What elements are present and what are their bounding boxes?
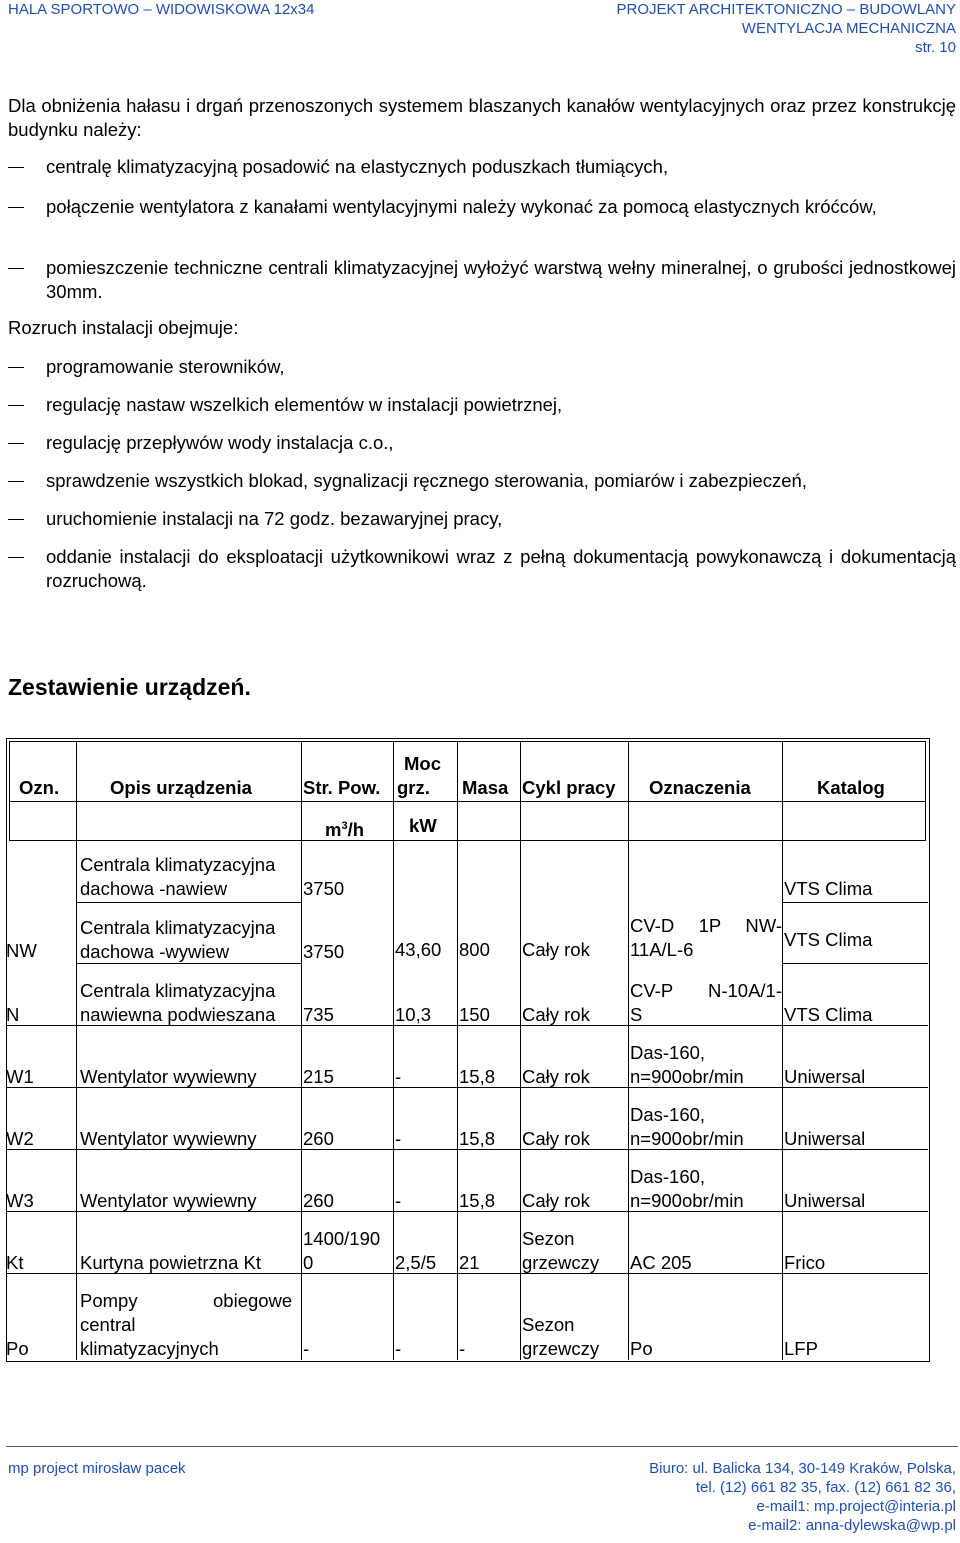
col-header-opis: Opis urządzenia xyxy=(110,777,252,798)
startup-item-3: regulację przepływów wody instalacja c.o., xyxy=(46,432,394,453)
header-line-2: WENTYLACJA MECHANICZNA xyxy=(741,20,956,37)
r8-opis-1b: obiegowe xyxy=(213,1290,293,1311)
r6-cykl: Cały rok xyxy=(522,1190,590,1211)
r2-cykl: Cały rok xyxy=(522,939,590,960)
footer-email-1[interactable]: e-mail1: mp.project@interia.pl xyxy=(756,1498,956,1515)
r2-opis-1: Centrala klimatyzacyjna xyxy=(80,917,276,938)
footer-address: Biuro: ul. Balicka 134, 30-149 Kraków, Polska, xyxy=(649,1460,956,1477)
r5-oznaczenia-1: Das-160, xyxy=(630,1104,706,1125)
col-divider xyxy=(782,741,783,1360)
r5-str: 260 xyxy=(303,1128,334,1149)
col-divider xyxy=(393,741,394,1360)
r6-opis: Wentylator wywiewny xyxy=(80,1190,257,1211)
header-project-title: HALA SPORTOWO – WIDOWISKOWA 12x34 xyxy=(8,1,315,18)
footer-company: mp project mirosław pacek xyxy=(8,1460,186,1477)
col-header-str: Str. Pow. xyxy=(303,777,381,798)
r7-str-1: 1400/190 xyxy=(303,1228,381,1249)
r6-ozn: W3 xyxy=(6,1190,34,1211)
r8-cykl-1: Sezon xyxy=(522,1314,575,1335)
col-divider xyxy=(520,741,521,1360)
col-divider xyxy=(76,741,77,1360)
r2-masa: 800 xyxy=(459,939,490,960)
r4-oznaczenia-1: Das-160, xyxy=(630,1042,706,1063)
r5-oznaczenia-2: n=900obr/min xyxy=(630,1128,744,1149)
r6-oznaczenia-2: n=900obr/min xyxy=(630,1190,744,1211)
r7-katalog: Frico xyxy=(784,1252,826,1273)
r3-moc: 10,3 xyxy=(395,1004,432,1025)
r3-oznaczenia-1: CV-P N-10A/1- xyxy=(630,980,782,1001)
r8-masa: - xyxy=(459,1338,466,1359)
r5-katalog: Uniwersal xyxy=(784,1128,866,1149)
col-header-masa: Masa xyxy=(462,777,509,798)
r8-opis-1a: Pompy xyxy=(80,1290,138,1311)
r6-masa: 15,8 xyxy=(459,1190,496,1211)
r7-masa: 21 xyxy=(459,1252,480,1273)
r6-str: 260 xyxy=(303,1190,334,1211)
r7-str-2: 0 xyxy=(303,1252,314,1273)
footer-email-2[interactable]: e-mail2: anna-dylewska@wp.pl xyxy=(748,1517,956,1534)
r8-ozn: Po xyxy=(6,1338,29,1359)
bullet-dash xyxy=(8,557,24,558)
col-divider xyxy=(301,741,302,1360)
r5-masa: 15,8 xyxy=(459,1128,496,1149)
r3-str: 735 xyxy=(303,1004,334,1025)
r8-opis-3: klimatyzacyjnych xyxy=(80,1338,219,1359)
r6-moc: - xyxy=(395,1190,402,1211)
r1-opis-1: Centrala klimatyzacyjna xyxy=(80,854,276,875)
section-title: Zestawienie urządzeń. xyxy=(8,674,251,700)
footer-contact xyxy=(649,1459,956,1535)
r2-str: 3750 xyxy=(303,941,345,962)
r3-katalog: VTS Clima xyxy=(784,1004,873,1025)
r6-katalog: Uniwersal xyxy=(784,1190,866,1211)
footer-phone: tel. (12) 661 82 35, fax. (12) 661 82 36, xyxy=(695,1479,956,1496)
col-header-cykl: Cykl pracy xyxy=(522,777,616,798)
bullet-dash xyxy=(8,405,24,406)
bullet-dash xyxy=(8,443,24,444)
col-header-moc: Moc xyxy=(404,753,441,774)
r7-oznaczenia: AC 205 xyxy=(630,1252,692,1273)
r5-opis: Wentylator wywiewny xyxy=(80,1128,257,1149)
r5-cykl: Cały rok xyxy=(522,1128,590,1149)
col-header-katalog: Katalog xyxy=(817,777,885,798)
r4-oznaczenia-2: n=900obr/min xyxy=(630,1066,744,1087)
r1-opis-2: dachowa -nawiew xyxy=(80,878,228,899)
row-divider xyxy=(782,902,928,903)
r4-moc: - xyxy=(395,1066,402,1087)
col-header-ozn: Ozn. xyxy=(19,777,60,798)
r2-katalog: VTS Clima xyxy=(784,929,873,950)
col-header-moc-2: grz. xyxy=(397,777,430,798)
startup-intro: Rozruch instalacji obejmuje: xyxy=(8,317,239,338)
r3-cykl: Cały rok xyxy=(522,1004,590,1025)
col-header-oznaczenia: Oznaczenia xyxy=(649,777,751,798)
row-divider xyxy=(782,963,928,964)
r1-str: 3750 xyxy=(303,878,345,899)
r4-masa: 15,8 xyxy=(459,1066,496,1087)
r8-moc: - xyxy=(395,1338,402,1359)
footer-divider xyxy=(6,1446,958,1447)
page-number: str. 10 xyxy=(915,39,956,56)
r7-ozn: Kt xyxy=(6,1252,24,1273)
units-row-box xyxy=(9,801,926,841)
r8-katalog: LFP xyxy=(784,1338,818,1359)
startup-item-1: programowanie sterowników, xyxy=(46,356,285,377)
r4-katalog: Uniwersal xyxy=(784,1066,866,1087)
r2-opis-2: dachowa -wywiew xyxy=(80,941,230,962)
r8-oznaczenia: Po xyxy=(630,1338,653,1359)
r6-oznaczenia-1: Das-160, xyxy=(630,1166,706,1187)
r7-moc: 2,5/5 xyxy=(395,1252,437,1273)
r8-opis-2: central xyxy=(80,1314,136,1335)
r2-moc: 43,60 xyxy=(395,939,442,960)
bullet-dash xyxy=(8,207,24,208)
r2-oznaczenia-2: 11A/L-6 xyxy=(630,939,694,960)
r7-cykl-2: grzewczy xyxy=(522,1252,600,1273)
r3-opis-1: Centrala klimatyzacyjna xyxy=(80,980,276,1001)
unit-str: $m^3/h$ xyxy=(325,819,365,841)
r4-opis: Wentylator wywiewny xyxy=(80,1066,257,1087)
r2-oznaczenia-1: CV-D 1P NW- xyxy=(630,915,782,936)
equipment-table xyxy=(6,738,930,1362)
r4-str: 215 xyxy=(303,1066,334,1087)
r3-opis-2: nawiewna podwieszana xyxy=(80,1004,276,1025)
noise-item-3: pomieszczenie techniczne centrali klimatyzacyjnej wyłożyć warstwą wełny mineralnej, o grubości jednostkowej 30mm. xyxy=(46,257,956,302)
header-line-1: PROJEKT ARCHITEKTONICZNO – BUDOWLANY xyxy=(616,1,956,18)
r4-cykl: Cały rok xyxy=(522,1066,590,1087)
r5-ozn: W2 xyxy=(6,1128,34,1149)
r1-katalog: VTS Clima xyxy=(784,878,873,899)
startup-item-4: sprawdzenie wszystkich blokad, sygnalizacji ręcznego sterowania, pomiarów i zabezpieczeń, xyxy=(46,470,807,491)
unit-moc: kW xyxy=(409,815,437,836)
r3-oznaczenia-2: S xyxy=(630,1004,643,1025)
intro-paragraph: Dla obniżenia hałasu i drgań przenoszonych systemem blaszanych kanałów wentylacyjnych oraz przez konstrukcję budynku należy: xyxy=(8,95,956,140)
noise-item-2: połączenie wentylatora z kanałami wentylacyjnymi należy wykonać za pomocą elastycznych króćców, xyxy=(46,196,877,217)
bullet-dash xyxy=(8,167,24,168)
r3-masa: 150 xyxy=(459,1004,490,1025)
r7-cykl-1: Sezon xyxy=(522,1228,575,1249)
r8-str: - xyxy=(303,1338,310,1359)
startup-item-6: oddanie instalacji do eksploatacji użytkownikowi wraz z pełną dokumentacją powykonawczą i dokumentacją rozruchową. xyxy=(46,546,956,591)
bullet-dash xyxy=(8,367,24,368)
bullet-dash xyxy=(8,519,24,520)
r5-moc: - xyxy=(395,1128,402,1149)
r2-ozn: NW xyxy=(6,940,37,961)
bullet-dash xyxy=(8,268,24,269)
col-divider xyxy=(628,741,629,1360)
col-divider xyxy=(457,741,458,1360)
r8-cykl-2: grzewczy xyxy=(522,1338,600,1359)
row-divider xyxy=(76,902,301,903)
startup-item-2: regulację nastaw wszelkich elementów w instalacji powietrznej, xyxy=(46,394,563,415)
r7-opis: Kurtyna powietrzna Kt xyxy=(80,1252,261,1273)
noise-item-1: centralę klimatyzacyjną posadowić na elastycznych poduszkach tłumiących, xyxy=(46,156,669,177)
startup-item-5: uruchomienie instalacji na 72 godz. bezawaryjnej pracy, xyxy=(46,508,503,529)
header-document-info xyxy=(617,0,957,57)
r4-ozn: W1 xyxy=(6,1066,34,1087)
r3-ozn: N xyxy=(6,1004,20,1025)
bullet-dash xyxy=(8,481,24,482)
